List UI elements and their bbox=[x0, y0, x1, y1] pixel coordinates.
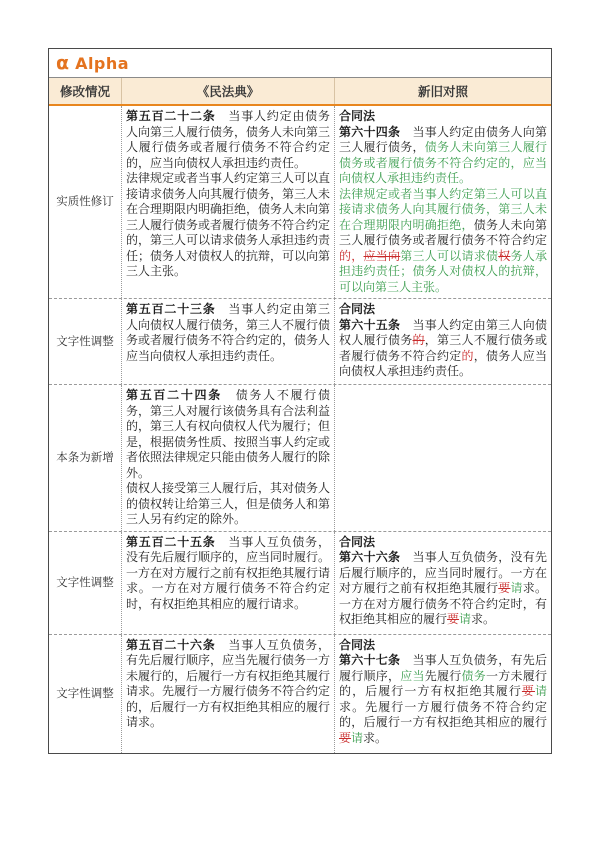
document-frame bbox=[48, 48, 552, 754]
text-paragraph: 第六十四条 当事人约定由债务人向第三人履行债务，债务人未向第三人履行债务或者履行债务不符合约定的，应当向债权人承担违约责任。 bbox=[339, 124, 547, 185]
civil-code-cell bbox=[121, 106, 334, 298]
comparison-cell bbox=[334, 532, 551, 634]
header-modification-status: 修改情况 bbox=[59, 84, 110, 99]
civil-code-cell bbox=[121, 635, 334, 753]
table-row bbox=[49, 298, 551, 384]
text-paragraph: 债权人接受第三人履行后，其对债务人的债权转让给第三人，但是债务人和第三人另有约定的除外。 bbox=[126, 481, 331, 526]
status-cell: 实质性修订 bbox=[56, 194, 114, 209]
table-row bbox=[49, 634, 551, 753]
text-paragraph: 第六十五条 当事人约定由第三人向债权人履行债务的，第三人不履行债务或者履行债务不符合约定的，债务人应当向债权人承担违约责任。 bbox=[339, 317, 547, 378]
text-paragraph: 第五百二十四条 债务人不履行债务，第三人对履行该债务具有合法利益的，第三人有权向债权人代为履行；但是，根据债务性质、按照当事人约定或者依照法律规定只能由债务人履行的除外。 bbox=[126, 388, 331, 480]
alpha-logo-icon: α bbox=[56, 51, 70, 74]
text-paragraph: 第五百二十六条 当事人互负债务，有先后履行顺序，应当先履行债务一方未履行的，后履行一方有权拒绝其履行请求。先履行一方履行债务不符合约定的，后履行一方有权拒绝其相应的履行请求。 bbox=[126, 637, 331, 729]
comparison-cell bbox=[334, 385, 551, 531]
text-paragraph: 合同法 bbox=[339, 637, 376, 652]
text-paragraph: 第五百二十二条 当事人约定由债务人向第三人履行债务，债务人未向第三人履行债务或者履行债务不符合约定的，应当向债权人承担违约责任。 bbox=[126, 109, 331, 170]
text-paragraph: 第六十七条 当事人互负债务，有先后履行顺序，应当先履行债务一方未履行的，后履行一方有权拒绝其履行要请求。先履行一方履行债务不符合约定的，后履行一方有权拒绝其相应的履行要请求。 bbox=[339, 653, 547, 745]
table-row bbox=[49, 384, 551, 531]
text-paragraph: 法律规定或者当事人约定第三人可以直接请求债务人向其履行债务，第三人未在合理期限内明确拒绝，债务人未向第三人履行债务或者履行债务不符合约定的，第三人可以请求债务人承担违约责任；债务人对债权人的抗辩，可以向第三人主张。 bbox=[126, 171, 331, 278]
text-paragraph: 第五百二十五条 当事人互负债务，没有先后履行顺序的，应当同时履行。一方在对方履行之前有权拒绝其履行请求。一方在对方履行债务不符合约定时，有权拒绝其相应的履行请求。 bbox=[126, 534, 331, 611]
status-cell: 文字性调整 bbox=[56, 574, 114, 589]
header-civil-code: 《民法典》 bbox=[121, 78, 334, 104]
header-old-new-comparison: 新旧对照 bbox=[334, 78, 551, 104]
brand-header bbox=[49, 49, 551, 78]
status-cell: 文字性调整 bbox=[56, 333, 114, 348]
text-paragraph: 法律规定或者当事人约定第三人可以直接请求债务人向其履行债务，第三人未在合理期限内明确拒绝，债务人未向第三人履行债务或者履行债务不符合约定的，应当向第三人可以请求债权务人承担违约责任；债务人对债权人的抗辩，可以向第三人主张。 bbox=[339, 186, 547, 294]
comparison-cell bbox=[334, 299, 551, 384]
comparison-cell bbox=[334, 106, 551, 298]
civil-code-cell bbox=[121, 299, 334, 384]
civil-code-cell bbox=[121, 532, 334, 634]
status-cell: 文字性调整 bbox=[56, 685, 114, 700]
table-header-row bbox=[49, 78, 551, 106]
text-paragraph: 第六十六条 当事人互负债务，没有先后履行顺序的，应当同时履行。一方在对方履行之前有权拒绝其履行要请求。一方在对方履行债务不符合约定时，有权拒绝其相应的履行要请求。 bbox=[339, 550, 547, 626]
civil-code-cell bbox=[121, 385, 334, 531]
table-row bbox=[49, 531, 551, 634]
text-paragraph: 合同法 bbox=[339, 302, 376, 316]
brand-name: Alpha bbox=[75, 53, 130, 73]
text-paragraph: 合同法 bbox=[339, 534, 376, 549]
text-paragraph: 第五百二十三条 当事人约定由第三人向债权人履行债务，第三人不履行债务或者履行债务不符合约定的，债务人应当向债权人承担违约责任。 bbox=[126, 302, 331, 363]
text-paragraph: 合同法 bbox=[339, 109, 376, 123]
comparison-cell bbox=[334, 635, 551, 753]
table-row bbox=[49, 106, 551, 298]
status-cell: 本条为新增 bbox=[56, 450, 114, 464]
